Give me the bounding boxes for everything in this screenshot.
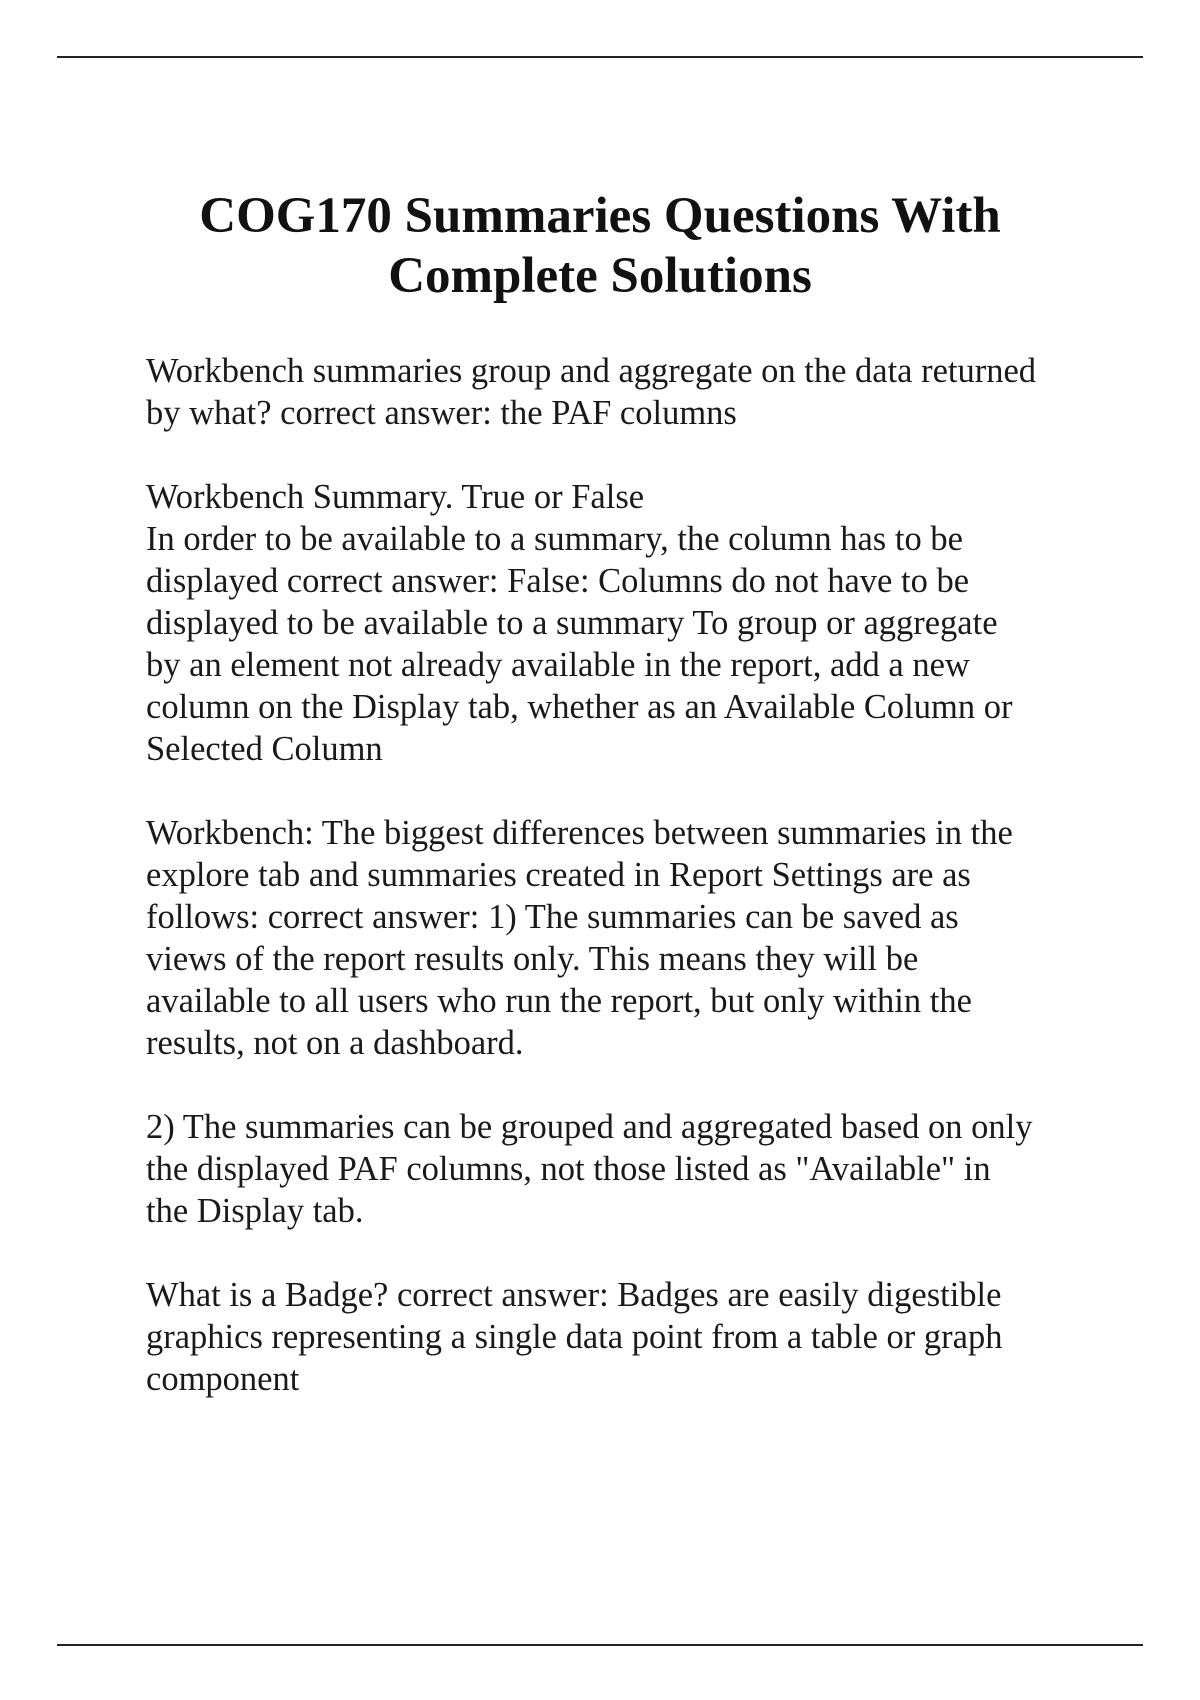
- question-paragraph-3: [146, 812, 1106, 1064]
- text-line: displayed correct answer: False: Columns do not have to be: [146, 562, 970, 600]
- text-line: column on the Display tab, whether as an Available Column or: [146, 688, 1013, 726]
- footer-rule: [57, 1644, 1143, 1646]
- question-paragraph-1: [146, 350, 1106, 434]
- text-line: the displayed PAF columns, not those listed as "Available" in: [146, 1150, 991, 1188]
- text-line: by what? correct answer: the PAF columns: [146, 394, 737, 432]
- header-rule: [57, 56, 1143, 58]
- page-title: [100, 186, 1100, 306]
- text-line: follows: correct answer: 1) The summaries can be saved as: [146, 898, 959, 936]
- text-line: Selected Column: [146, 730, 383, 768]
- question-paragraph-2: [146, 476, 1106, 770]
- text-line: What is a Badge? correct answer: Badges are easily digestible: [146, 1276, 1002, 1314]
- title-line-2: Complete Solutions: [388, 248, 812, 304]
- text-line: available to all users who run the report, but only within the: [146, 982, 972, 1020]
- title-line-1: COG170 Summaries Questions With: [199, 188, 1001, 244]
- text-line: the Display tab.: [146, 1192, 364, 1230]
- text-line: In order to be available to a summary, the column has to be: [146, 520, 963, 558]
- text-line: component: [146, 1360, 300, 1398]
- question-paragraph-5: [146, 1274, 1106, 1400]
- text-line: Workbench summaries group and aggregate on the data returned: [146, 352, 1037, 390]
- question-paragraph-4: [146, 1106, 1106, 1232]
- text-line: displayed to be available to a summary To group or aggregate: [146, 604, 998, 642]
- text-line: Workbench Summary. True or False: [146, 478, 645, 516]
- text-line: Workbench: The biggest differences between summaries in the: [146, 814, 1013, 852]
- document-body: [146, 350, 1106, 1442]
- text-line: graphics representing a single data point from a table or graph: [146, 1318, 1003, 1356]
- text-line: 2) The summaries can be grouped and aggregated based on only: [146, 1108, 1033, 1146]
- text-line: explore tab and summaries created in Report Settings are as: [146, 856, 971, 894]
- text-line: by an element not already available in the report, add a new: [146, 646, 970, 684]
- text-line: results, not on a dashboard.: [146, 1024, 524, 1062]
- text-line: views of the report results only. This means they will be: [146, 940, 919, 978]
